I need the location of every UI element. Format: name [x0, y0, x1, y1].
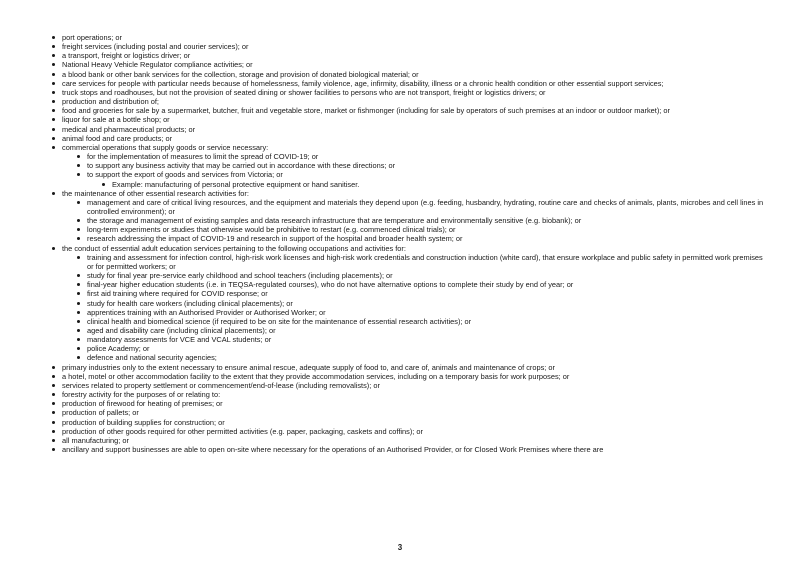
- list-item: [50, 445, 770, 454]
- list-item: [50, 115, 770, 124]
- list-item-text: management and care of critical living resources, and the equipment and materials they depend upon (e.g. feeding, husbandry, hydrating, routine care and checks of animals, plants, microbes and cell lines in controlled environment); or: [87, 197, 764, 216]
- list-item-text: to support any business activity that may be carried out in accordance with these directions; or: [87, 161, 396, 171]
- sub-list-item: [75, 216, 770, 225]
- nested-list: [75, 198, 770, 244]
- bullet-list: [50, 33, 770, 454]
- sub-list-item: [75, 335, 770, 344]
- list-item-text: National Heavy Vehicle Regulator compliance activities; or: [62, 60, 253, 70]
- list-item-text: primary industries only to the extent necessary to ensure animal rescue, adequate supply of food to, and care of, animals and maintenance of crops; or: [62, 362, 555, 372]
- list-item-text: a blood bank or other bank services for the collection, storage and provision of donated biological material; or: [62, 69, 419, 79]
- list-item: [50, 427, 770, 436]
- list-item: [50, 418, 770, 427]
- sub-list-item: [75, 198, 770, 216]
- list-item-text: production and distribution of;: [62, 97, 159, 107]
- list-item-text: freight services (including postal and courier services); or: [62, 42, 249, 52]
- list-item-text: mandatory assessments for VCE and VCAL students; or: [87, 335, 272, 345]
- list-item: [50, 106, 770, 115]
- list-item-text: port operations; or: [62, 33, 122, 42]
- sub-list-item: [75, 326, 770, 335]
- nested-list: [75, 253, 770, 363]
- list-item-text: the storage and management of existing samples and data research infrastructure that are temperature and environmentally sensitive (e.g. biobank); or: [87, 216, 582, 226]
- list-item-text: aged and disability care (including clinical placements); or: [87, 326, 276, 335]
- sub-list-item: [75, 344, 770, 353]
- list-item-text: to support the export of goods and services from Victoria; or: [87, 170, 283, 180]
- sub-list-item: [75, 253, 770, 271]
- list-item-text: clinical health and biomedical science (if required to be on site for the maintenance of essential research activities); or: [87, 316, 472, 326]
- list-item-text: care services for people with particular needs because of homelessness, family violence, age, infirmity, disability, illness or a chronic health condition or other essential support services;: [62, 78, 664, 88]
- sub-list-item: [75, 299, 770, 308]
- nested-list: [75, 152, 770, 189]
- list-item: [50, 134, 770, 143]
- list-item: [50, 42, 770, 51]
- list-item: [50, 88, 770, 97]
- list-item-text: for the implementation of measures to limit the spread of COVID-19; or: [87, 152, 319, 162]
- sub-list-item: [75, 317, 770, 326]
- list-item: [50, 372, 770, 381]
- list-item: [50, 79, 770, 88]
- list-item-text: production of other goods required for other permitted activities (e.g. paper, packaging, caskets and coffins); or: [62, 426, 423, 436]
- list-item-text: Example: manufacturing of personal protective equipment or hand sanitiser.: [112, 179, 360, 189]
- page-number: 3: [397, 543, 403, 552]
- list-item-text: animal food and care products; or: [62, 133, 173, 143]
- list-item-text: commercial operations that supply goods or service necessary:: [62, 142, 269, 152]
- list-item-text: apprentices training with an Authorised Provider or Authorised Worker; or: [87, 307, 326, 317]
- list-item: [50, 399, 770, 408]
- list-item-text: first aid training where required for COVID response; or: [87, 289, 268, 299]
- list-item-text: defence and national security agencies;: [87, 353, 217, 363]
- list-item: [50, 244, 770, 363]
- list-item-text: police Academy; or: [87, 344, 150, 354]
- sub-list-item: [75, 280, 770, 289]
- list-item: [50, 189, 770, 244]
- sub-list-item: [75, 289, 770, 298]
- list-item: [50, 70, 770, 79]
- list-item-text: production of firewood for heating of premises; or: [62, 399, 223, 409]
- list-item-text: training and assessment for infection control, high-risk work licenses and high-risk work credentials and construction induction (white card), that ensure workplace and public safety in permitted work premises or for permitted workers; or: [87, 252, 763, 271]
- sub-list-item: [75, 308, 770, 317]
- list-item-text: all manufacturing; or: [62, 435, 129, 445]
- list-item: [50, 125, 770, 134]
- sub-list-item: [75, 170, 770, 188]
- list-item-text: truck stops and roadhouses, but not the provision of seated dining or shower facilities to persons who are not transport, freight or logistics drivers; or: [62, 87, 546, 97]
- list-item: [50, 408, 770, 417]
- list-item-text: production of building supplies for construction; or: [62, 417, 225, 427]
- sub-sub-list-item: [100, 180, 770, 189]
- sub-list-item: [75, 152, 770, 161]
- list-item-text: a hotel, motel or other accommodation facility to the extent that they provide accommodation services, including on a temporary basis for work purposes; or: [62, 371, 570, 381]
- list-item-text: final-year higher education students (i.e. in TEQSA-regulated courses), who do not have alternative options to complete their study by end of year; or: [87, 280, 574, 290]
- list-item-text: production of pallets; or: [62, 408, 139, 418]
- sub-list-item: [75, 271, 770, 280]
- list-item: [50, 51, 770, 60]
- list-item-text: forestry activity for the purposes of or relating to:: [62, 390, 221, 400]
- list-item-text: long-term experiments or studies that otherwise would be prohibitive to restart (e.g. commenced clinical trials); or: [87, 225, 456, 235]
- list-item: [50, 381, 770, 390]
- sub-list-item: [75, 225, 770, 234]
- list-item: [50, 390, 770, 399]
- sub-list-item: [75, 353, 770, 362]
- list-item-text: study for final year pre-service early childhood and school teachers (including placements); or: [87, 271, 393, 281]
- list-item: [50, 60, 770, 69]
- sub-list-item: [75, 161, 770, 170]
- list-item-text: the conduct of essential adult education services pertaining to the following occupations and activities for:: [62, 243, 406, 253]
- list-item: [50, 436, 770, 445]
- list-item-text: medical and pharmaceutical products; or: [62, 124, 196, 134]
- list-item: [50, 363, 770, 372]
- list-item-text: liquor for sale at a bottle shop; or: [62, 115, 170, 125]
- list-item-text: food and groceries for sale by a supermarket, butcher, fruit and vegetable store, market or fishmonger (including for sale by operators of such premises at an indoor or outdoor market); or: [62, 106, 670, 116]
- list-item-text: study for health care workers (including clinical placements); or: [87, 298, 293, 308]
- list-item: [50, 33, 770, 42]
- list-item-text: a transport, freight or logistics driver; or: [62, 51, 191, 61]
- list-item-text: research addressing the impact of COVID-19 and research in support of the hospital and broader health system; or: [87, 234, 463, 244]
- nested-list: [100, 180, 770, 189]
- list-item-text: ancillary and support businesses are able to open on-site where necessary for the operations of an Authorised Provider, or for Closed Work Premises where there are: [62, 445, 604, 455]
- list-item: [50, 143, 770, 189]
- list-item-text: the maintenance of other essential research activities for:: [62, 188, 249, 198]
- list-item: [50, 97, 770, 106]
- list-item-text: services related to property settlement or commencement/end-of-lease (including removalists); or: [62, 380, 380, 390]
- sub-list-item: [75, 234, 770, 243]
